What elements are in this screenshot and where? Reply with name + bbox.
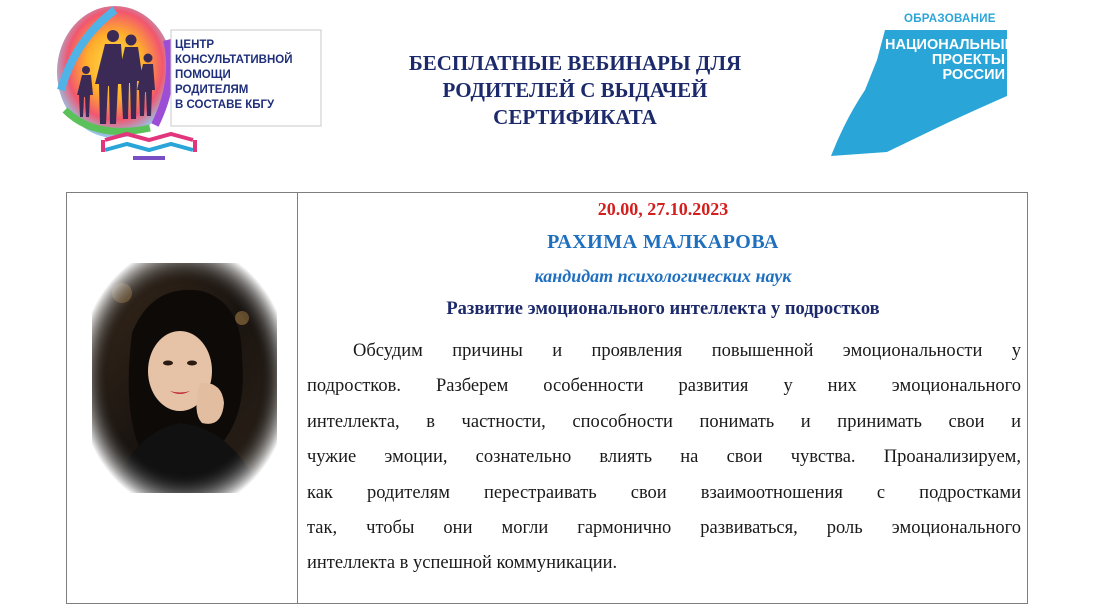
speaker-degree: кандидат психологических наук — [534, 266, 792, 286]
center-logo-line-1: ЦЕНТР — [175, 39, 215, 51]
description-line: чужие эмоции, сознательно влиять на свои чувства. Проанализируем, — [307, 447, 1021, 468]
webinar-topic: Развитие эмоционального интеллекта у подростков — [446, 299, 880, 319]
webinar-card — [66, 192, 1028, 604]
webinar-datetime: 20.00, 27.10.2023 — [597, 199, 729, 219]
np-line-1: НАЦИОНАЛЬНЫЕ — [885, 37, 1015, 53]
speaker-name: РАХИМА МАЛКАРОВА — [547, 231, 779, 253]
description-line: Обсудим причины и проявления повышенной эмоциональности у — [353, 341, 1021, 361]
center-logo-line-5: В СОСТАВЕ КБГУ — [175, 99, 275, 111]
title-line-3: СЕРТИФИКАТА — [493, 105, 657, 129]
np-line-3: РОССИИ — [942, 67, 1005, 83]
description-line: подростков. Разберем особенности развития у них эмоционального — [307, 376, 1021, 397]
page-title — [365, 50, 785, 131]
national-projects-logo — [825, 0, 1025, 160]
center-logo-line-3: ПОМОЩИ — [175, 69, 231, 81]
webinar-description — [307, 334, 1021, 582]
center-logo-line-4: РОДИТЕЛЯМ — [175, 84, 249, 96]
title-line-2: РОДИТЕЛЕЙ С ВЫДАЧЕЙ — [442, 78, 708, 102]
education-label: ОБРАЗОВАНИЕ — [904, 13, 996, 25]
center-logo — [55, 0, 325, 168]
national-projects-text — [885, 37, 1015, 83]
speaker-photo — [92, 263, 277, 493]
webinar-details — [299, 193, 1027, 603]
center-logo-line-2: КОНСУЛЬТАТИВНОЙ — [175, 54, 293, 66]
description-line: так, чтобы они могли гармонично развиваться, роль эмоционального — [307, 518, 1021, 539]
np-line-2: ПРОЕКТЫ — [931, 52, 1005, 68]
card-divider — [297, 193, 298, 603]
center-logo-text — [175, 38, 325, 113]
description-line: интеллекта в успешной коммуникации. — [307, 553, 618, 574]
description-line: как родителям перестраивать свои взаимоотношения с подростками — [307, 482, 1021, 503]
title-line-1: БЕСПЛАТНЫЕ ВЕБИНАРЫ ДЛЯ — [408, 51, 742, 75]
description-line: интеллекта, в частности, способности понимать и принимать свои и — [307, 411, 1021, 432]
speaker-portrait-icon — [92, 263, 277, 493]
